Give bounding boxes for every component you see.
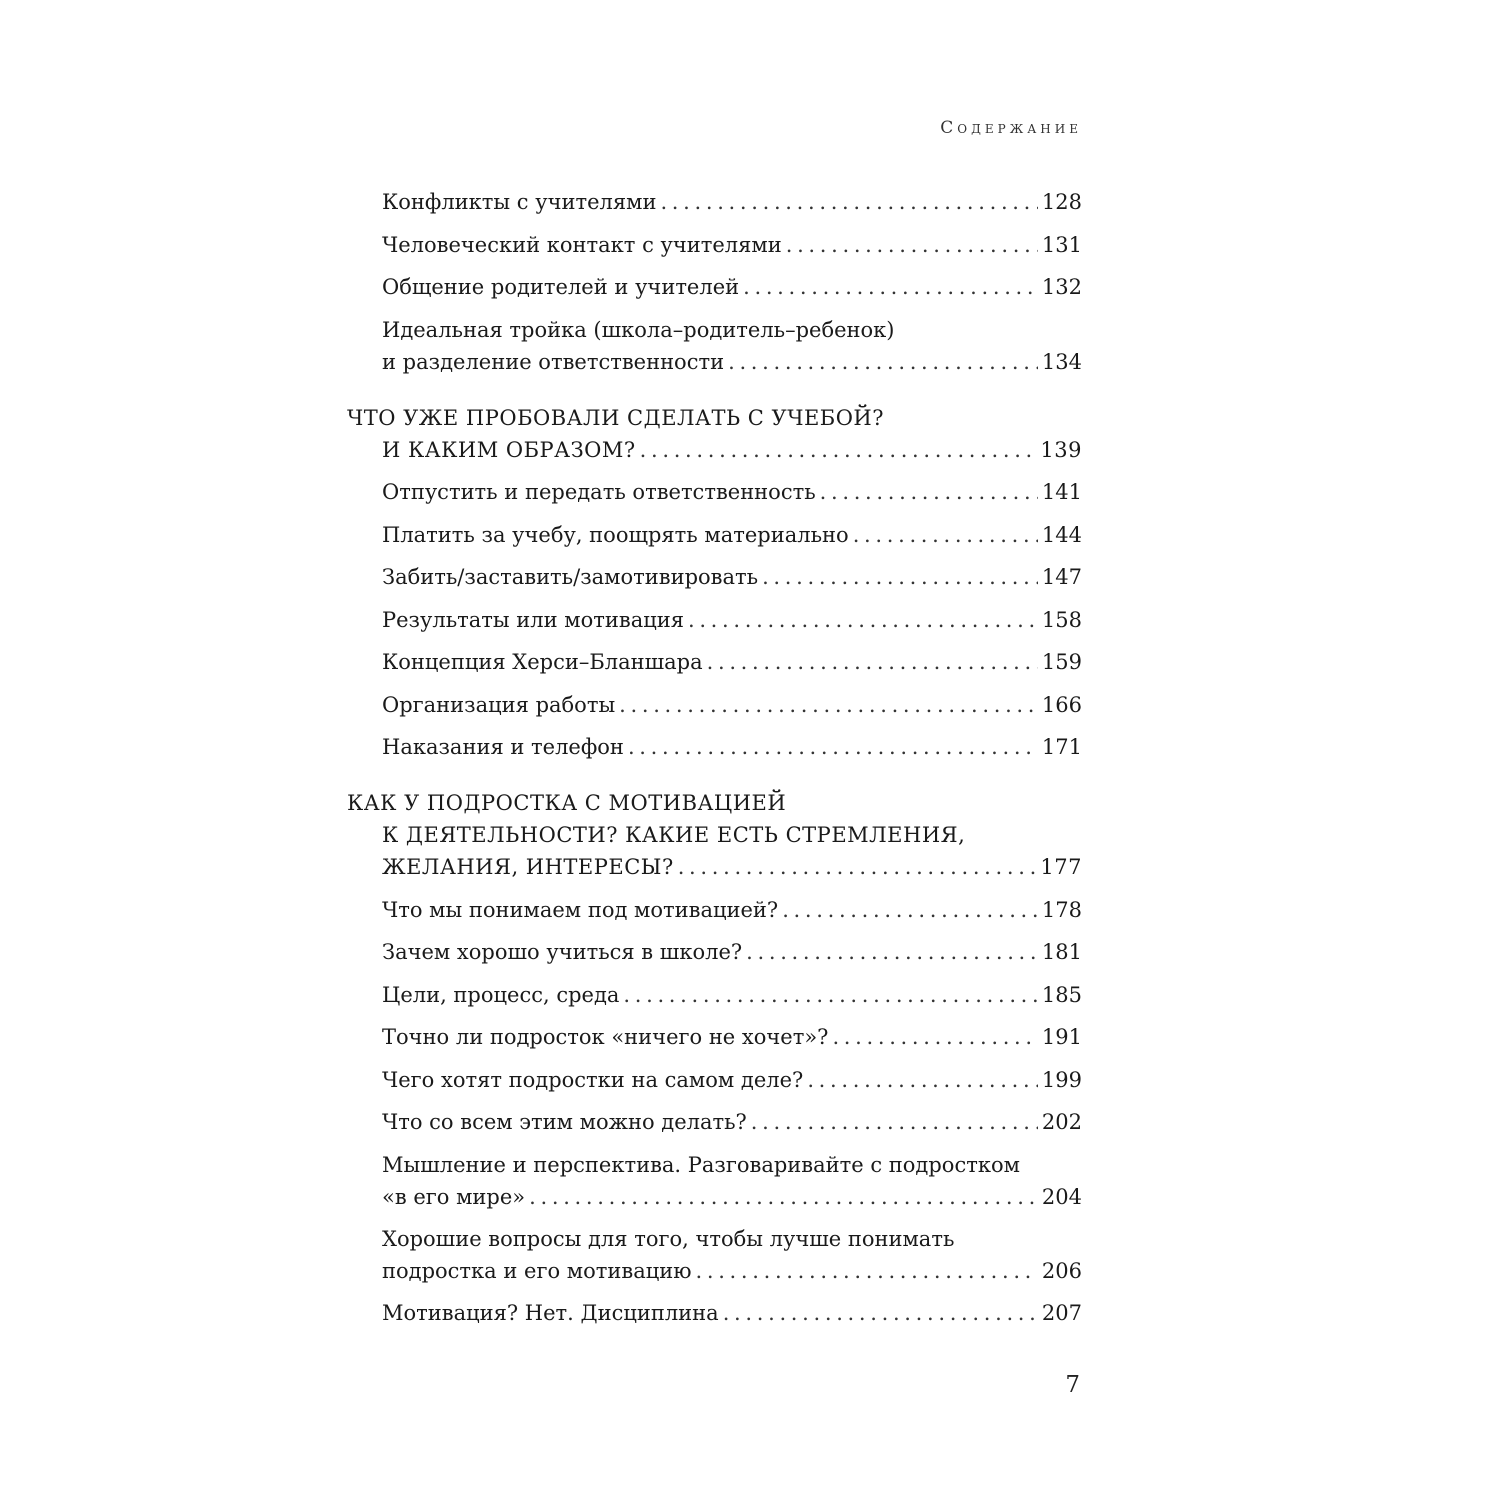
toc-chapter-title-line: ЧТО УЖЕ ПРОБОВАЛИ СДЕЛАТЬ С УЧЕБОЙ? bbox=[347, 406, 884, 430]
toc-entry-title: Цели, процесс, среда bbox=[382, 983, 620, 1007]
toc-entry-page: 134 bbox=[1041, 350, 1082, 374]
toc-entry-title: Концепция Херси–Бланшара bbox=[382, 650, 703, 674]
toc-entry-page: 202 bbox=[1041, 1110, 1082, 1134]
toc-entry[interactable] bbox=[382, 476, 1082, 508]
dot-leader bbox=[743, 271, 1038, 303]
toc-entry[interactable] bbox=[382, 979, 1082, 1011]
dot-leader bbox=[529, 1181, 1038, 1213]
toc-entry-title: Зачем хорошо учиться в школе? bbox=[382, 940, 743, 964]
toc-entry[interactable] bbox=[382, 1223, 1082, 1287]
toc-entry[interactable] bbox=[382, 604, 1082, 636]
toc-entry-title: Отпустить и передать ответственность bbox=[382, 480, 816, 504]
toc-entry-title: и разделение ответственности bbox=[382, 350, 725, 374]
toc-chapter-title-line: К ДЕЯТЕЛЬНОСТИ? КАКИЕ ЕСТЬ СТРЕМЛЕНИЯ, bbox=[382, 823, 966, 847]
dot-leader bbox=[762, 561, 1038, 593]
toc-entry[interactable] bbox=[382, 1021, 1082, 1053]
toc-chapter-page: 139 bbox=[1040, 438, 1082, 462]
toc-entry-title-line: Мышление и перспектива. Разговаривайте с подростком bbox=[382, 1153, 1020, 1177]
toc-entry-page: 158 bbox=[1041, 608, 1082, 632]
toc-chapter[interactable] bbox=[347, 402, 1082, 466]
toc-entry-title-line: Идеальная тройка (школа–родитель–ребенок) bbox=[382, 318, 895, 342]
toc-chapter-title: И КАКИМ ОБРАЗОМ? bbox=[382, 438, 636, 462]
toc-entry[interactable] bbox=[382, 936, 1082, 968]
toc-entry[interactable] bbox=[382, 689, 1082, 721]
toc-entry-title: Общение родителей и учителей bbox=[382, 275, 740, 299]
toc-entry[interactable] bbox=[382, 561, 1082, 593]
toc-entry-page: 147 bbox=[1041, 565, 1082, 589]
toc-entry-page: 166 bbox=[1041, 693, 1082, 717]
toc-entry-page: 159 bbox=[1041, 650, 1082, 674]
dot-leader bbox=[723, 1297, 1038, 1329]
toc-entry-page: 171 bbox=[1041, 735, 1082, 759]
dot-leader bbox=[628, 731, 1038, 763]
dot-leader bbox=[820, 476, 1038, 508]
dot-leader bbox=[832, 1021, 1037, 1053]
toc-entry[interactable] bbox=[382, 1149, 1082, 1213]
toc-entry[interactable] bbox=[382, 1106, 1082, 1138]
toc-chapter-title: ЖЕЛАНИЯ, ИНТЕРЕСЫ? bbox=[382, 855, 674, 879]
toc-entry[interactable] bbox=[382, 1297, 1082, 1329]
toc-entry-title: Точно ли подросток «ничего не хочет»? bbox=[382, 1025, 829, 1049]
dot-leader bbox=[853, 519, 1038, 551]
toc-entry-title: Мотивация? Нет. Дисциплина bbox=[382, 1301, 719, 1325]
dot-leader bbox=[728, 346, 1038, 378]
toc-chapter-title-line: КАК У ПОДРОСТКА С МОТИВАЦИЕЙ bbox=[347, 791, 787, 815]
toc-entry-title: Что мы понимаем под мотивацией? bbox=[382, 898, 779, 922]
dot-leader bbox=[696, 1255, 1038, 1287]
dot-leader bbox=[707, 646, 1038, 678]
toc-entry-title: Что со всем этим можно делать? bbox=[382, 1110, 747, 1134]
toc-entry[interactable] bbox=[382, 1064, 1082, 1096]
toc-entry-title: подростка и его мотивацию bbox=[382, 1259, 692, 1283]
dot-leader bbox=[782, 894, 1038, 926]
toc-entry-title: Платить за учебу, поощрять материально bbox=[382, 523, 849, 547]
toc-entry[interactable] bbox=[382, 229, 1082, 261]
dot-leader bbox=[660, 186, 1037, 218]
toc-entry-page: 131 bbox=[1041, 233, 1082, 257]
toc-entry[interactable] bbox=[382, 186, 1082, 218]
dot-leader bbox=[619, 689, 1038, 721]
toc-entry-title: Забить/заставить/замотивировать bbox=[382, 565, 759, 589]
toc-entry-title: Организация работы bbox=[382, 693, 616, 717]
toc-entry[interactable] bbox=[382, 519, 1082, 551]
toc-entry-title-line: Хорошие вопросы для того, чтобы лучше понимать bbox=[382, 1227, 955, 1251]
toc-entry-page: 207 bbox=[1041, 1301, 1082, 1325]
dot-leader bbox=[751, 1106, 1038, 1138]
toc-entry-page: 185 bbox=[1041, 983, 1082, 1007]
dot-leader bbox=[807, 1064, 1038, 1096]
toc-entry-page: 128 bbox=[1041, 190, 1082, 214]
toc-entry-title: Результаты или мотивация bbox=[382, 608, 684, 632]
dot-leader bbox=[623, 979, 1038, 1011]
toc-chapter-page: 177 bbox=[1040, 855, 1082, 879]
toc-entry-title: Чего хотят подростки на самом деле? bbox=[382, 1068, 804, 1092]
toc-entry[interactable] bbox=[382, 271, 1082, 303]
dot-leader bbox=[746, 936, 1038, 968]
dot-leader bbox=[786, 229, 1038, 261]
toc-entry-page: 178 bbox=[1041, 898, 1082, 922]
toc-entry-page: 204 bbox=[1041, 1185, 1082, 1209]
toc-entry[interactable] bbox=[382, 894, 1082, 926]
toc-entry[interactable] bbox=[382, 646, 1082, 678]
toc-entry-page: 144 bbox=[1041, 523, 1082, 547]
toc-entry-page: 141 bbox=[1041, 480, 1082, 504]
dot-leader bbox=[640, 434, 1037, 466]
toc-entry-page: 132 bbox=[1041, 275, 1082, 299]
toc-entry-title: Человеческий контакт с учителями bbox=[382, 233, 782, 257]
toc-entry-page: 206 bbox=[1041, 1259, 1082, 1283]
toc-entry-page: 191 bbox=[1041, 1025, 1082, 1049]
toc-entry-title: Конфликты с учителями bbox=[382, 190, 657, 214]
toc-entry[interactable] bbox=[382, 314, 1082, 378]
page-number: 7 bbox=[1065, 1372, 1080, 1398]
toc-entry-title: Наказания и телефон bbox=[382, 735, 624, 759]
dot-leader bbox=[678, 851, 1037, 883]
running-head: Содержание bbox=[940, 118, 1082, 138]
dot-leader bbox=[688, 604, 1038, 636]
toc-entry-page: 199 bbox=[1041, 1068, 1082, 1092]
toc-entry[interactable] bbox=[382, 731, 1082, 763]
toc-entry-title: «в его мире» bbox=[382, 1185, 526, 1209]
toc-chapter[interactable] bbox=[347, 787, 1082, 883]
toc-entry-page: 181 bbox=[1041, 940, 1082, 964]
table-of-contents bbox=[347, 0, 1082, 1500]
